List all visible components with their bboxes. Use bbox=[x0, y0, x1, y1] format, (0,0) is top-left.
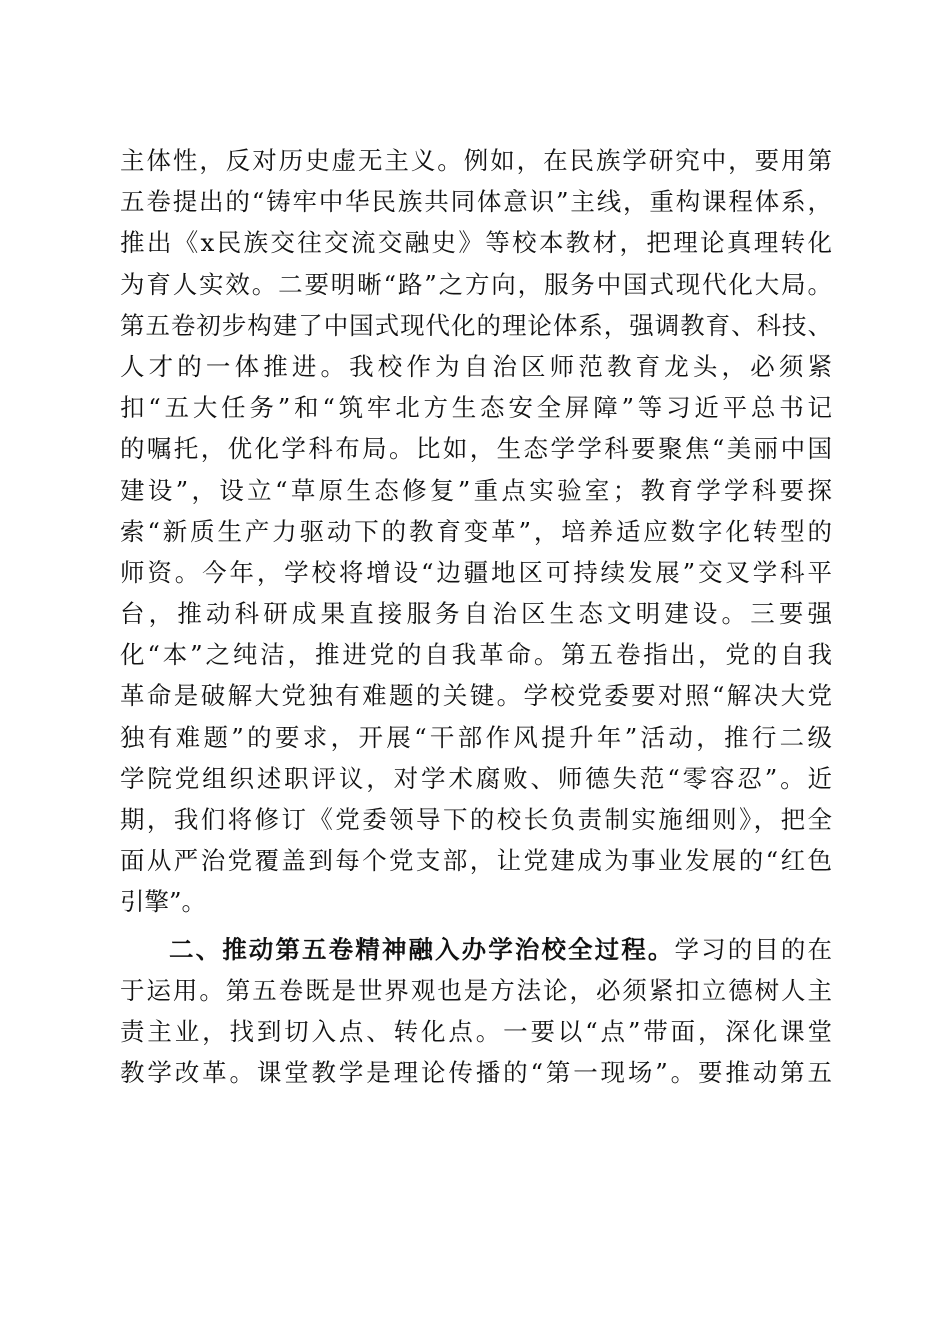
text-line: 索“新质生产力驱动下的教育变革”，培养适应数字化转型的 bbox=[120, 516, 832, 546]
text-line: 第五卷初步构建了中国式现代化的理论体系，强调教育、科技、 bbox=[120, 310, 832, 340]
text-line: 推出《x民族交往交流交融史》等校本教材，把理论真理转化 bbox=[120, 228, 832, 258]
paragraph-1 bbox=[120, 140, 832, 923]
text-line: 学院党组织述职评议，对学术腐败、师德失范“零容忍”。近 bbox=[120, 763, 832, 793]
text-line: 台，推动科研成果直接服务自治区生态文明建设。三要强 bbox=[120, 599, 832, 629]
heading-line-rest: 学习的目的在 bbox=[674, 934, 833, 964]
text-line: 建设”，设立“草原生态修复”重点实验室；教育学学科要探 bbox=[120, 475, 832, 505]
text-line: 为育人实效。二要明晰“路”之方向，服务中国式现代化大局。 bbox=[120, 269, 832, 299]
text-line: 人才的一体推进。我校作为自治区师范教育龙头，必须紧 bbox=[120, 351, 832, 381]
text-line: 于运用。第五卷既是世界观也是方法论，必须紧扣立德树人主 bbox=[120, 975, 832, 1005]
text-line: 独有难题”的要求，开展“干部作风提升年”活动，推行二级 bbox=[120, 722, 832, 752]
text-line: 教学改革。课堂教学是理论传播的“第一现场”。要推动第五 bbox=[120, 1058, 832, 1088]
paragraph-2 bbox=[120, 929, 832, 1094]
section-heading: 二、推动第五卷精神融入办学治校全过程。 bbox=[169, 934, 675, 964]
text-line: 化“本”之纯洁，推进党的自我革命。第五卷指出，党的自我 bbox=[120, 640, 832, 670]
text-line: 五卷提出的“铸牢中华民族共同体意识”主线，重构课程体系， bbox=[120, 187, 832, 217]
text-line: 主体性，反对历史虚无主义。例如，在民族学研究中，要用第 bbox=[120, 146, 832, 175]
text-line bbox=[120, 929, 832, 970]
text-line: 革命是破解大党独有难题的关键。学校党委要对照“解决大党 bbox=[120, 681, 832, 711]
text-line: 引擎”。 bbox=[120, 887, 207, 917]
text-line: 的嘱托，优化学科布局。比如，生态学学科要聚焦“美丽中国 bbox=[120, 434, 832, 464]
text-line: 面从严治党覆盖到每个党支部，让党建成为事业发展的“红色 bbox=[120, 846, 832, 876]
text-line: 责主业，找到切入点、转化点。一要以“点”带面，深化课堂 bbox=[120, 1016, 832, 1046]
body-text bbox=[120, 140, 832, 1093]
text-line: 期，我们将修订《党委领导下的校长负责制实施细则》，把全 bbox=[120, 805, 832, 834]
text-line: 师资。今年，学校将增设“边疆地区可持续发展”交叉学科平 bbox=[120, 557, 832, 587]
text-line: 扣“五大任务”和“筑牢北方生态安全屏障”等习近平总书记 bbox=[120, 393, 832, 423]
